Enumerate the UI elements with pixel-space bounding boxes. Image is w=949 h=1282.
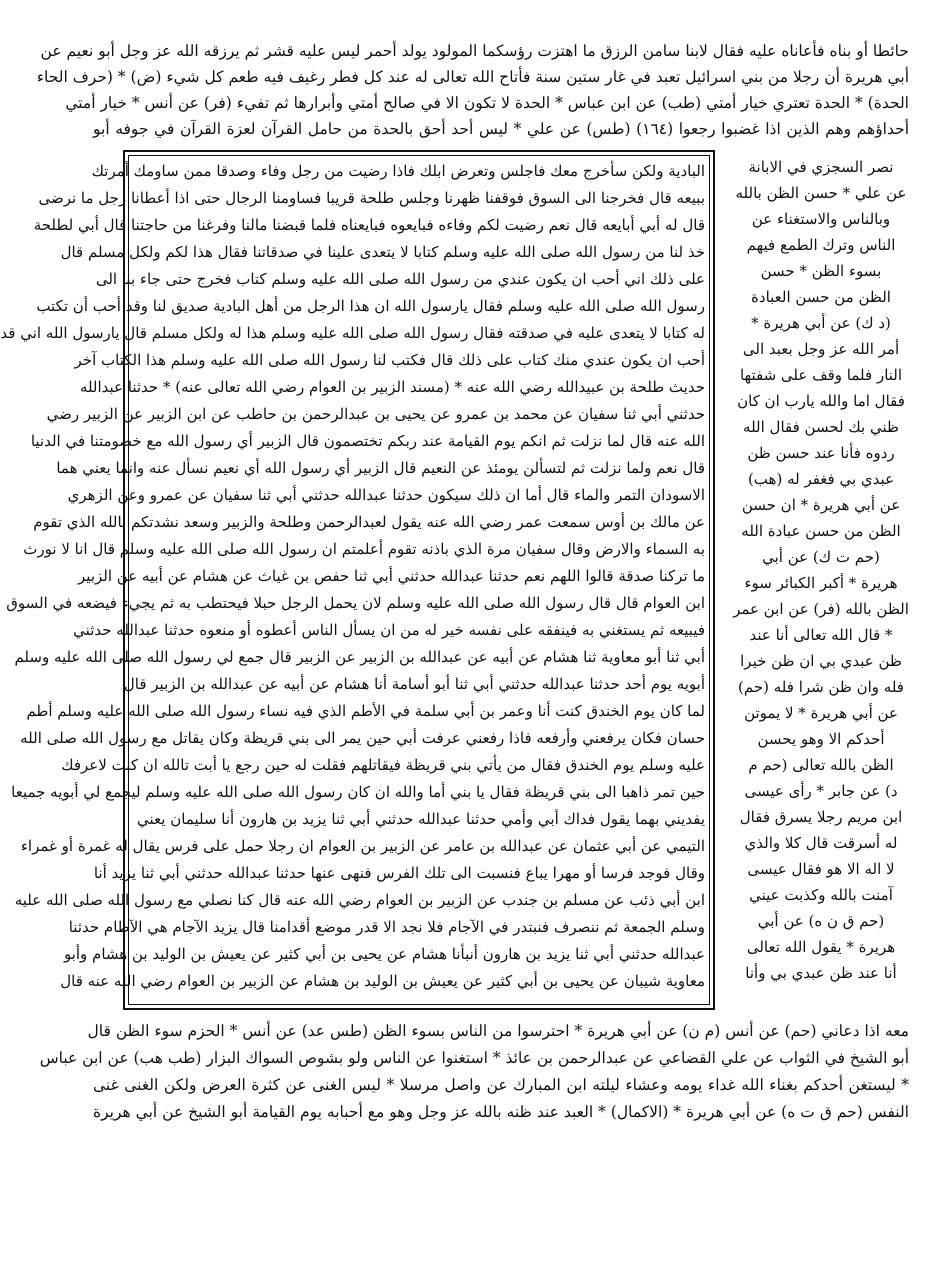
- margin-line: * قال الله تعالى أنا عند: [749, 626, 893, 644]
- margin-line: أحدكم الا وهو يحسن: [757, 730, 885, 748]
- main-line: ابن العوام قال قال رسول الله صلى الله عليه وسلم لان يحمل الرجل حبلا فيحتطب به ثم يجيء فيضعه في السوق: [6, 594, 705, 612]
- margin-line: عن أبي هريرة * ان حسن: [741, 496, 901, 514]
- main-line: فيبيعه ثم يستغني به فينفقه على نفسه خير له من ان يسأل الناس أعطوه أو منعوه حدثنا عبدالله حدثني: [73, 621, 705, 639]
- main-line: أبي ثنا أبو معاوية ثنا هشام عن أبيه عن عبدالله بن الزبير عن الزبير قال جمع لي رسول الله صلى الله عليه وسلم: [14, 648, 705, 666]
- margin-line: عن أبي هريرة * لا يموتن: [744, 704, 898, 722]
- main-line: له كتابا لا يتعدى عليه في صدقته فقال رسول الله صلى الله عليه وسلم هذا له ولكل مسلم قال يارسول الله اني قد: [0, 324, 705, 342]
- margin-line: هريرة * يقول الله تعالى: [746, 938, 896, 956]
- main-line: قال له أبي أبايعه قال نعم رضيت لكم وفاءه فبايعوه فبايعناه فلما قبضنا مالنا وفرغنا من حاجتنا قال أبي لطلحة: [33, 216, 705, 234]
- bottom-line: النفس (حم ق ت ه) عن أبي هريرة * (الاكمال) * العبد عند ظنه بالله عز وجل وهو مع أحبابه يوم القيامة أبو الشيخ عن أبي هريرة: [93, 1103, 909, 1121]
- bottom-line: معه اذا دعاني (حم) عن أنس (م ن) عن أبي هريرة * احترسوا من الناس بسوء الظن (طس عد) عن أنس * الحزم سوء الظن قال: [87, 1022, 909, 1040]
- margin-line: ردوه فأنا عند حسن ظن: [747, 444, 895, 462]
- margin-line: د) عن جابر * رأى عيسى: [744, 782, 898, 800]
- main-line: الاسودان التمر والماء قال أما ان ذلك سيكون حدثنا عبدالله حدثني أبي ثنا سفيان عن عمرو وعن الزهري: [67, 486, 705, 504]
- main-line: حين تمر ذاهبا الى بني قريظة فقال يا بني أما والله ان كان رسول الله صلى الله عليه وسلم ليجمع لي أبويه جميعا: [11, 783, 705, 801]
- margin-line: ظني بك لحسن فقال الله: [743, 418, 899, 436]
- margin-line: الناس وترك الطمع فيهم: [746, 236, 896, 254]
- margin-line: لا اله الا هو فقال عيسى: [747, 860, 895, 878]
- margin-line: الظن من حسن عبادة الله: [741, 522, 901, 540]
- main-line: رسول الله صلى الله عليه وسلم فقال يارسول الله ان هذا الرجل من أهل البادية صديق لنا وقد أحب أن تكتب: [36, 297, 705, 315]
- main-line: لما كان يوم الخندق كنت أنا وعمر بن أبي سلمة في الأطم الذي فيه نساء رسول الله صلى الله عليه وسلم أطم: [26, 702, 705, 720]
- top-line: أبي هريرة أن رجلا من بني اسرائيل تعبد في غار ستين سنة فأتاح الله تعالى له عند كل فطر رغيف فيه طعم كل شيء (ض) * (حرف الحاء: [36, 68, 909, 86]
- margin-line: فقال اما والله يارب ان كان: [737, 392, 905, 410]
- main-line: عليه وسلم يوم الخندق فقال من يأتي بني قريظة فيقاتلهم فقلت له حين رجع يا أبت تالله ان كنت لاعرفك: [61, 756, 705, 774]
- main-line: أبويه يوم أحد حدثنا عبدالله حدثني أبي ثنا أبو أسامة أنا هشام عن أبيه عن عبدالله بن الزبير قال: [123, 675, 705, 693]
- main-line: يفديني بهما يقول فداك أبي وأمي حدثنا عبدالله حدثني أبي ثنا يزيد بن هارون أنا سليمان يعني: [137, 810, 705, 828]
- main-line: خذ لنا من رسول الله صلى الله عليه وسلم كتابا لا يتعدى علينا في صدقاتنا فقال هذا لكم ولكل مسلم قال: [60, 243, 705, 261]
- main-line: عبدالله حدثني أبي ثنا يزيد بن هارون أنبأنا هشام عن يحيى بن أبي كثير عن يعيش بن الوليد بن هشام وأبو: [63, 945, 705, 963]
- main-line: قال نعم ولما نزلت ثم لتسألن يومئذ عن النعيم قال الزبير أي رسول الله أي نعيم نسأل عنه وانما يعني هما: [56, 459, 705, 477]
- margin-line: نصر السجزي في الابانة: [748, 158, 894, 176]
- top-line: الحدة) * الحدة تعتري خيار أمتي (طب) عن ابن عباس * الحدة لا تكون الا في صالح أمتي وأبرارها ثم تفيء (فر) عن أنس * خيار أمتي: [65, 94, 909, 112]
- bottom-line: أبو الشيخ في الثواب عن علي القضاعي عن عبدالرحمن بن عائذ * استغنوا عن الناس ولو بشوص السواك البزار (طب هب) عن ابن عباس: [39, 1049, 909, 1067]
- margin-line: النار فلما وقف على شفتها: [739, 366, 903, 384]
- main-line: ابن أبي ذئب عن مسلم بن جندب عن الزبير بن العوام رضي الله عنه قال كنا نصلي مع رسول الله صلى الله عليه: [14, 891, 705, 909]
- margin-line: آمنت بالله وكذبت عيني: [749, 886, 893, 904]
- main-line: عن مالك بن أوس سمعت عمر رضي الله عنه يقول لعبدالرحمن وطلحة والزبير وسعد نشدتكم بالله الذي تقوم: [33, 513, 705, 531]
- margin-line: (حم ق ن ه) عن أبي: [757, 912, 885, 930]
- margin-line: عن علي * حسن الظن بالله: [735, 184, 907, 202]
- margin-line: وبالناس والاستغناء عن: [751, 210, 891, 228]
- margin-line: الظن من حسن العبادة: [751, 288, 891, 306]
- main-line: ببيعه قال فخرجنا الى السوق فوقفنا ظهرنا وجلس طلحة قريبا فساومنا الرجال حتى اذا أعطانا رجل ما نرضى: [38, 189, 705, 207]
- margin-line: ابن مريم رجلا يسرق فقال: [739, 808, 903, 826]
- margin-line: (حم ت ك) عن أبي: [762, 548, 880, 566]
- main-line: ما تركنا صدقة قالوا اللهم نعم حدثنا عبدالله حدثني أبي ثنا حفص بن غياث عن هشام عن أبيه عن الزبير: [78, 567, 705, 585]
- main-line: أحب ان يكون عندي منك كتاب على ذلك قال فكتب لنا رسول الله صلى الله عليه وسلم هذا الكتاب آخر: [74, 351, 705, 369]
- bottom-line: * ليستغن أحدكم بغناء الله غداء يومه وعشاء ليلته ابن المبارك عن واصل مرسلا * ليس الغنى عن كثرة العرض ولكن الغنى غنى: [93, 1076, 909, 1094]
- margin-line: هريرة * أكبر الكبائر سوء: [744, 574, 898, 592]
- main-line: حديث طلحة بن عبيدالله رضي الله عنه * (مسند الزبير بن العوام رضي الله تعالى عنه) * حدثنا عبدالله: [79, 378, 705, 396]
- margin-line: الظن بالله (فر) عن ابن عمر: [733, 600, 909, 618]
- margin-line: أمر الله عز وجل بعبد الى: [742, 340, 900, 358]
- top-line: أحداؤهم وهم الذين اذا غضبوا رجعوا (١٦٤) (طس) عن علي * ليس أحد أحق بالحدة من حامل القرآن لعزة القرآن في جوفه أبو: [93, 120, 910, 138]
- main-line: به السماء والارض وقال سفيان مرة الذي باذنه تقوم أعلمتم ان رسول الله صلى الله عليه وسلم قال انا لا نورث: [23, 540, 705, 558]
- margin-line: الظن بالله تعالى (حم م: [748, 756, 894, 774]
- main-line: وسلم الجمعة ثم ننصرف فنبتدر في الآجام فلا نجد الا قدر موضع أقدامنا قال يزيد الآجام هي الآطام حدثنا: [68, 918, 705, 936]
- main-line: وقال فوجد فرسا أو مهرا يباع فنسبت الى تلك الفرس فنهى عنها حدثنا عبدالله حدثني أبي ثنا يزيد أنا: [93, 864, 705, 882]
- margin-line: له أسرقت قال كلا والذي: [744, 834, 898, 852]
- margin-line: (د ك) عن أبي هريرة *: [751, 314, 891, 332]
- margin-line: بسوء الظن * حسن: [760, 262, 882, 280]
- margin-line: فله وان ظن شرا فله (حم): [738, 678, 904, 696]
- main-line: حسان فكان يرفعني وأرفعه فاذا رفعني عرفت أبي حين يمر الى بني قريظة وكان يقاتل مع رسول الله صلى الله: [20, 729, 705, 747]
- main-line: معاوية شيبان عن يحيى بن أبي كثير عن يعيش بن الوليد بن هشام عن الزبير بن العوام رضي الله عنه قال: [60, 972, 705, 990]
- main-line: على ذلك اني أحب ان يكون عندي من رسول الله صلى الله عليه وسلم كتاب فخرج حتى جاء بنا الى: [95, 270, 705, 288]
- main-line: الله عنه قال لما نزلت ثم انكم يوم القيامة عند ربكم تختصمون قال الزبير أي رسول الله مع خصومتنا في الدنيا: [30, 432, 705, 450]
- margin-line: عبدي بي فغفر له (هب): [747, 470, 895, 488]
- margin-line: ظن عبدي بي ان ظن خيرا: [740, 652, 902, 670]
- top-line: حائطا أو بناه فأعاناه عليه فقال لابنا سامن الرزق ما اهتزت رؤسكما المولود يولد أحمر ليس عليه قشر ثم يرزقه الله عز وجل أبو نعيم عن: [40, 42, 909, 60]
- main-line: حدثني أبي ثنا سفيان عن محمد بن عمرو عن يحيى بن عبدالرحمن بن حاطب عن ابن الزبير عن الزبير رضي: [46, 405, 705, 423]
- main-line: التيمي عن أبي عثمان عن عبدالله بن عامر عن الزبير بن العوام ان رجلا حمل على فرس يقال له غمرة أو غمراء: [20, 837, 705, 855]
- margin-line: أنا عند ظن عبدي بي وأنا: [745, 964, 897, 982]
- main-line: البادية ولكن سأخرج معك فاجلس وتعرض ابلك فاذا رضيت من رجل وفاء وصدقا ممن ساومك أمرتك: [91, 162, 705, 180]
